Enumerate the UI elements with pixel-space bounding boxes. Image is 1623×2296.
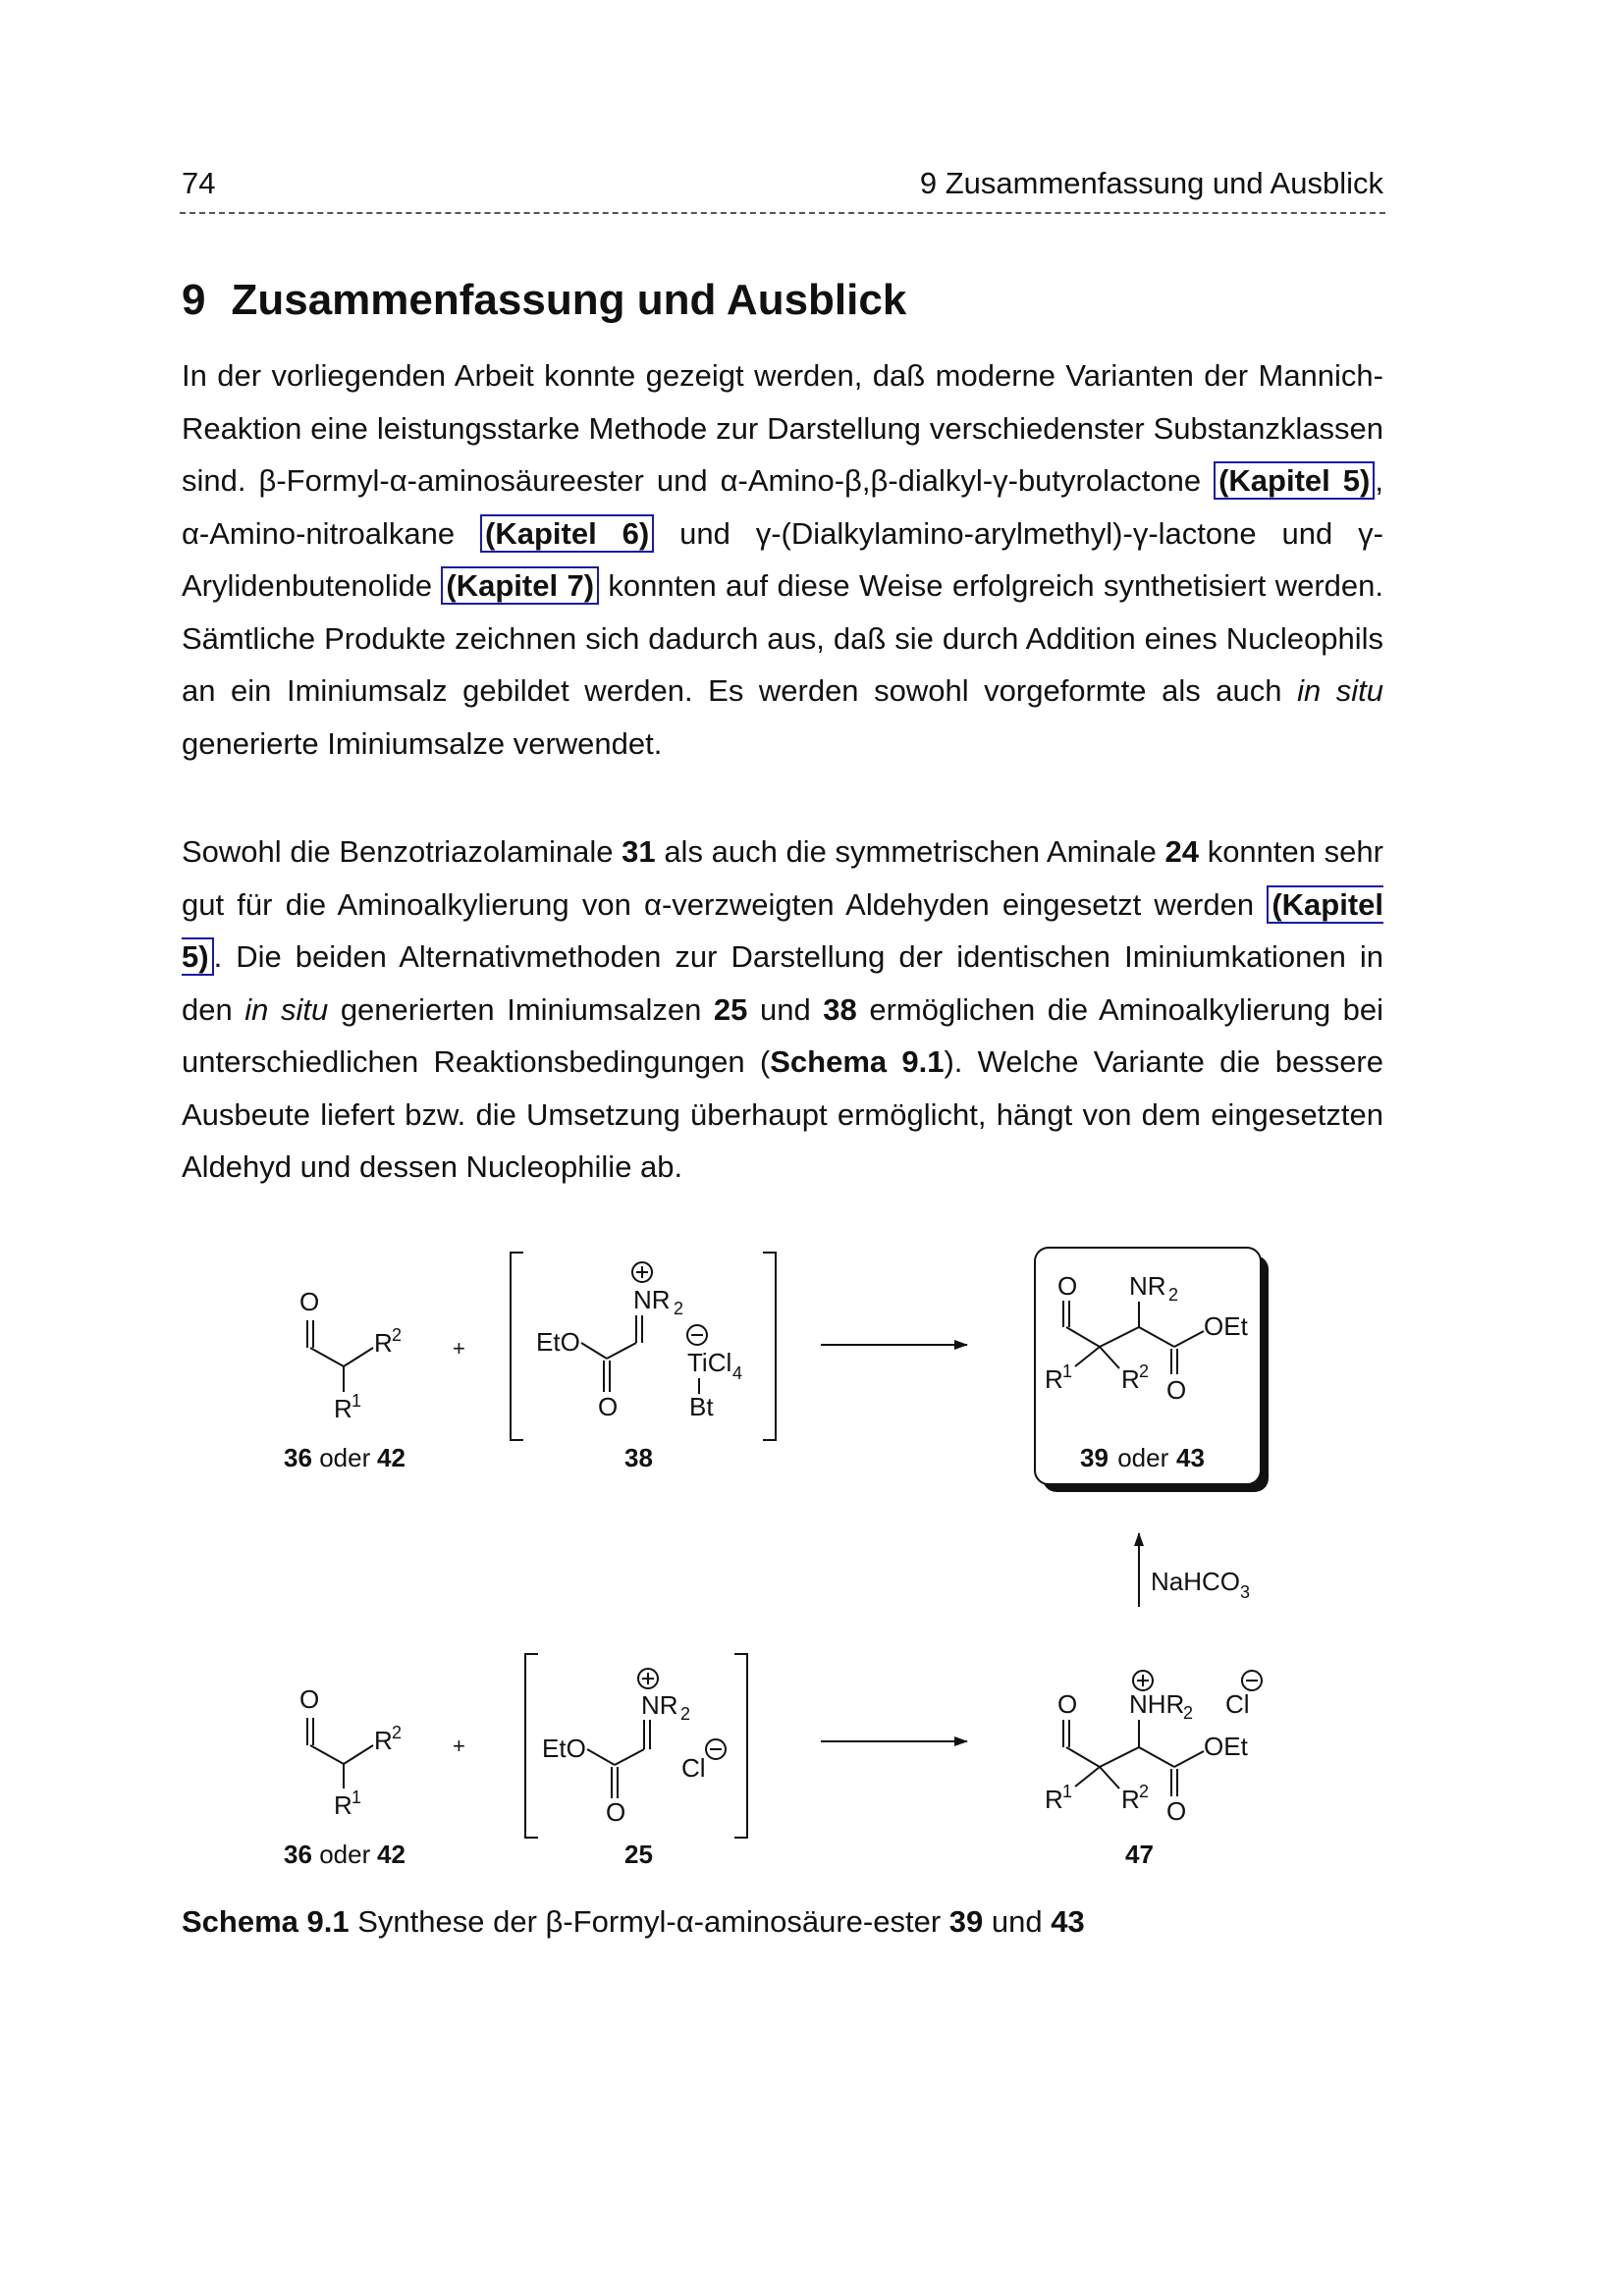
plus-sign: + xyxy=(453,1336,465,1361)
compound-label-text: oder xyxy=(312,1443,378,1472)
subscript: 3 xyxy=(1240,1582,1251,1602)
atom-bt: Bt xyxy=(689,1392,714,1421)
text-run: konnten auf diese Weise erfolgreich synthetisiert werden. Sämtliche Produkte zeichnen sich dadurch aus, daß sie durch Addition eines Nucleophils an ein Iminiumsalz gebildet werden. Es werden sowohl vorgeformte als auch xyxy=(182,568,1383,708)
link-kapitel-5[interactable]: (Kapitel 5) xyxy=(1214,461,1375,500)
vertical-reaction-arrow xyxy=(1139,1533,1250,1607)
chapter-heading xyxy=(182,273,906,328)
compound-number: 38 xyxy=(823,991,857,1027)
compound-label: 25 xyxy=(624,1840,653,1869)
atom-o: O xyxy=(1057,1271,1078,1301)
text-run: als auch die symmetrischen Aminale xyxy=(655,834,1165,869)
subscript: 2 xyxy=(680,1704,691,1724)
subscript: 2 xyxy=(1168,1285,1179,1305)
iminium-25 xyxy=(525,1654,747,1838)
text-run: , α-Amino-nitroalkane xyxy=(182,463,1383,551)
compound-label: 47 xyxy=(1125,1840,1154,1869)
text-run: In der vorliegenden Arbeit konnte gezeigt werden, daß moderne Varianten der Mannich-Reaktion eine leistungsstarke Methode zur Darstellung verschiedenster Substanzklassen sind. β-Formyl-α-aminosäureester und α-Amino-β,β-dialkyl-γ-butyrolactone xyxy=(182,358,1383,498)
running-title: 9 Zusammenfassung und Ausblick xyxy=(919,166,1383,200)
compound-label-text: oder xyxy=(1110,1443,1176,1472)
scheme-reference: Schema 9.1 xyxy=(770,1044,945,1079)
product-47 xyxy=(1045,1671,1262,1826)
subscript: 2 xyxy=(674,1299,684,1318)
atom-r: R xyxy=(374,1726,393,1755)
subscript: 4 xyxy=(732,1363,743,1383)
atom-r: R xyxy=(334,1394,352,1423)
subscript: 2 xyxy=(1183,1703,1194,1723)
atom-nr: NR xyxy=(633,1285,671,1314)
compound-number: 39 xyxy=(948,1904,984,1939)
atom-o: O xyxy=(299,1684,320,1714)
atom-r: R xyxy=(1121,1785,1140,1814)
compound-label: 42 xyxy=(377,1443,406,1472)
superscript: 2 xyxy=(392,1325,403,1345)
aldehyde-reactant-top xyxy=(299,1287,402,1423)
link-kapitel-6[interactable]: (Kapitel 6) xyxy=(480,514,654,553)
chapter-number: 9 xyxy=(182,276,206,324)
atom-r: R xyxy=(1045,1364,1063,1394)
aldehyde-reactant-bottom xyxy=(299,1684,402,1820)
superscript: 2 xyxy=(1139,1362,1150,1381)
text-run: und γ-(Dialkylamino-arylmethyl)-γ-lactone und γ-Arylidenbutenolide xyxy=(182,515,1383,603)
page-number: 74 xyxy=(182,166,216,200)
link-kapitel-7[interactable]: (Kapitel 7) xyxy=(441,566,599,605)
compound-label: 38 xyxy=(624,1443,653,1472)
text-run: . Die beiden Alternativmethoden zur Darstellung der identischen Iminiumkationen in den xyxy=(182,939,1383,1027)
atom-nr: NR xyxy=(641,1690,678,1720)
plus-sign: + xyxy=(453,1734,465,1758)
atom-o: O xyxy=(1166,1375,1187,1405)
scheme-caption xyxy=(182,1902,1085,1942)
reagent-nahco3: NaHCO xyxy=(1151,1567,1241,1596)
reaction-scheme xyxy=(0,1217,1623,1904)
atom-eto: EtO xyxy=(536,1327,580,1357)
product-box-39-43 xyxy=(1035,1248,1269,1492)
atom-cl: Cl xyxy=(1225,1689,1250,1719)
italic-in-situ: in situ xyxy=(244,991,329,1027)
atom-o: O xyxy=(1166,1796,1187,1826)
compound-label-text: oder xyxy=(312,1840,378,1869)
compound-label: 39 xyxy=(1080,1443,1109,1472)
compound-label: 42 xyxy=(377,1840,406,1869)
superscript: 2 xyxy=(392,1723,403,1742)
caption-text: Synthese der β-Formyl-α-aminosäure-ester xyxy=(349,1904,949,1939)
atom-o: O xyxy=(299,1287,320,1316)
compound-number: 24 xyxy=(1164,834,1200,869)
superscript: 1 xyxy=(1062,1782,1073,1801)
superscript: 2 xyxy=(1139,1782,1150,1801)
compound-number: 43 xyxy=(1051,1904,1085,1939)
atom-oet: OEt xyxy=(1204,1732,1248,1761)
text-run: ermöglichen die Aminoalkylierung bei unterschiedlichen Reaktionsbedingungen ( xyxy=(182,991,1384,1079)
atom-r: R xyxy=(1121,1364,1140,1394)
compound-label: 43 xyxy=(1176,1443,1205,1472)
atom-nhr: NHR xyxy=(1129,1689,1185,1719)
compound-number: 31 xyxy=(622,834,656,869)
atom-oet: OEt xyxy=(1204,1311,1248,1341)
atom-cl: Cl xyxy=(681,1753,706,1783)
atom-nr: NR xyxy=(1129,1271,1166,1301)
atom-ticl: TiCl xyxy=(687,1348,732,1377)
superscript: 1 xyxy=(352,1788,362,1807)
caption-label: Schema 9.1 xyxy=(182,1904,350,1939)
scheme-top-row xyxy=(284,1248,1269,1492)
atom-o: O xyxy=(1057,1689,1078,1719)
text-run: ). Welche Variante die bessere Ausbeute liefert bzw. die Umsetzung überhaupt ermöglicht, hängt von dem eingesetzten Aldehyd und dessen Nucleophilie ab. xyxy=(182,1044,1383,1184)
compound-label: 36 xyxy=(284,1443,312,1472)
text-run: konnten sehr gut für die Aminoalkylierung von α-verzweigten Aldehyden eingesetzt werden xyxy=(182,834,1383,922)
header-divider xyxy=(180,212,1385,214)
atom-eto: EtO xyxy=(542,1734,586,1763)
iminium-38 xyxy=(511,1253,776,1440)
caption-text: und xyxy=(983,1904,1052,1939)
atom-r: R xyxy=(374,1328,393,1358)
scheme-bottom-row xyxy=(284,1654,1262,1869)
atom-o: O xyxy=(606,1797,626,1827)
text-run: und xyxy=(747,991,824,1027)
text-run: generierte Iminiumsalze verwendet. xyxy=(182,725,663,761)
superscript: 1 xyxy=(1062,1362,1073,1381)
paragraph-summary xyxy=(182,349,1383,770)
text-run: Sowohl die Benzotriazolaminale xyxy=(182,834,622,869)
atom-r: R xyxy=(334,1790,352,1820)
superscript: 1 xyxy=(352,1391,362,1411)
atom-o: O xyxy=(598,1392,619,1421)
atom-r: R xyxy=(1045,1785,1063,1814)
chapter-title: Zusammenfassung und Ausblick xyxy=(231,276,907,324)
paragraph-aminale xyxy=(182,826,1383,1194)
italic-in-situ: in situ xyxy=(1297,673,1383,708)
text-run: generierten Iminiumsalzen xyxy=(328,991,714,1027)
link-kapitel-5[interactable]: (Kapitel 5) xyxy=(182,886,1383,974)
compound-label: 36 xyxy=(284,1840,312,1869)
compound-number: 25 xyxy=(713,991,748,1027)
